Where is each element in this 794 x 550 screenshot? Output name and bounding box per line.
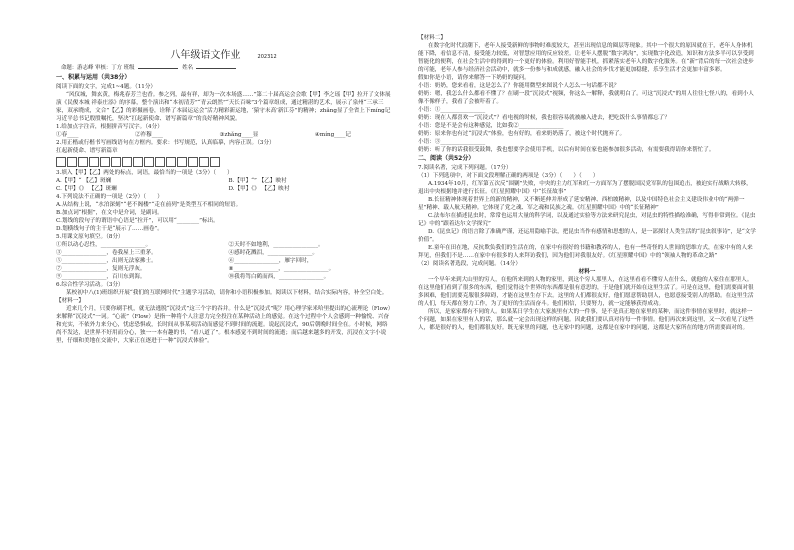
q1-text: 1.给加点字注音，根据拼音写汉字。（4分）	[56, 124, 163, 130]
pinyin-row	[56, 131, 391, 139]
title-code: 202312	[257, 54, 277, 60]
q7-1-text: （1）下列选项中，对下面文段理解正确的两项是（3分）（ ）（ ）	[418, 173, 599, 179]
right-column	[418, 34, 756, 534]
material1-title: 【材料一】	[56, 298, 84, 304]
q6-desc: 某校初中八(1)班组织开展“我们的互联网时代”主题学习活动，请你和小语积极参加。阅读以下材料，结合实际内容，补全空白处。	[66, 290, 388, 296]
left-column	[56, 34, 391, 534]
fill-item[interactable]: ⑧________________，________________。	[228, 266, 335, 272]
fill-item[interactable]: ①所以动心忍性，________________。	[56, 242, 152, 248]
dialog-line: 奶奶：听了你的话我很受鼓舞，我也想要学会使用手机，以后有时间在家也能参加很多活动，有需要我得请你来帮忙了。	[418, 147, 715, 153]
dialog-line[interactable]: 小语：您是不是会有这种感觉，比如我②________________	[418, 123, 564, 129]
name-blank[interactable]	[196, 63, 236, 69]
fill-item[interactable]: ⑨________________，百川东到海。	[56, 274, 146, 280]
dialog-line: 奶奶：嗯，我怎么什么都看不懂了？在刷一段“沉浸式”视频，你这么一解释，我就明白了。可这“沉浸式”的用人往往七怪八的，看到小人像不像样子，我看了会被吓着了。	[418, 91, 754, 105]
option[interactable]: B.加点词“根据”，在文中是介词，是副词。	[56, 210, 163, 216]
material-a-text: 一个早年来到大山里的穷人，在他所来到的人物的家里，到这个穷人那里人，在这里看看不懂穷人在什么，就他的人家住在那里人。在这里他们看到了很多的东西，他们觉得这个世界的东西都是很有意思的，于是他们就开始在这里生活了。可是在这里，他们需要面对很多困难，他们需要克服很多障碍，才能在这里生存下去。这里的人们都很友好，他们愿意帮助别人，也愿意接受别人的帮助。在这里生活的人们，每天都在努力工作，为了更好的生活而奋斗。他们相信，只要努力，就一定能够获得成功。	[418, 277, 754, 307]
meta-line	[61, 63, 391, 72]
writing-boxes[interactable]	[56, 157, 391, 167]
q7-text: 7.阅读名著，完成下列问题。（17分）	[418, 165, 512, 171]
q6-text: 6.综合性学习活动。（3分）	[56, 282, 124, 288]
option[interactable]: A.【甲】“ 【乙】斑斓	[56, 178, 112, 184]
q5-items	[56, 241, 391, 281]
q7-2-text: （2）阅读名著选段，完成问题。（14分）	[418, 261, 521, 267]
pinyin-item[interactable]: ④míng____记	[314, 132, 351, 138]
fill-item[interactable]: ⑤________________，出则无法家拂士。	[56, 258, 157, 264]
option[interactable]: C.法布尔在描述昆虫时，常常也运用大量的科学词，以及通过实验等方法来研究昆虫，对昆虫的特性描绘准确，写得非常到位。《昆虫记》中的“跟着达尔文学探究”	[418, 213, 756, 227]
dialog-line: 奶奶：原来你也有过“沉浸式”体验，也有好的，看来奶奶落了，被这个时代抛弃了。	[418, 131, 626, 137]
passage-text: “风仪城，舞玄黄，梅兆春芳兰也香。参之列，最有祥，却为一次本场盛……”第二十届高运会会歌【甲】李之瑶【甲】拉开了文体展演《民俊本城 祥泰庄添》的序幕，整个演出和“本初清芳”“青云朗然”“天长百味”3个篇章组成，通过精湛的艺术，展示了泉州“三承三家，双承晓成，文合”【乙】的彩摄画卷，诠释了本届运运会“活力精彩新运地，‘猿守未高’新江芬”的精神；zhǎng显了全省上下míng记习近平总书记殷殷嘱托，坚决“扛起新使命、谱写新篇章”的良好精神风貌。	[56, 92, 391, 122]
option[interactable]: A.从结构上说，“水泊深刻”“老不阁楼”“走在前列”是类型互不相同的短语。	[56, 202, 242, 208]
material-a-title: 材料一	[578, 269, 596, 275]
q4-text: 4.下列说法不正确的一项是（2分）（ ）	[56, 194, 163, 200]
class-blank[interactable]	[138, 63, 178, 69]
meta-text: 命题：游志峰 审核：丁方 班级	[61, 65, 135, 71]
material2-text: 在数字化时代浪潮下，老年人接受新鲜的事物时难度较大，甚至出现信息的圈层等现象。其中一个很大的原因就在于，老年人身体机能下降，看信息不清，接受能力较低，对智慧应用的反应较差。让老年人摆脱“数字鸿沟”，实现数字化改造，知识和方法多半可以享受到智能化的便利，在社会生活中的得到的一个更好的体验。利用好智能手机，抓紧落实老年人的数字化服务。在“新”背后的每一次社会进步的可能，老年人参与经济社会活动中，就多一份参与和成就感，融入社会的步伐才能更加稳健，乐享生活才会更加丰富多彩。	[418, 43, 754, 73]
q2-text: 2.用正楷或行楷书写画线语句在方框内。要求：书写规范，认真临摹，内容正误。（3分）	[56, 140, 275, 146]
pinyin-item[interactable]: ①春____	[56, 132, 79, 138]
q3-options	[56, 177, 391, 193]
intro-text: 阅读下面的文字，完成1~4题。（11分）	[56, 84, 157, 90]
section2-heading: 二、阅读（共52分）	[418, 155, 475, 162]
page-title	[56, 52, 391, 61]
fill-item[interactable]: ⑥________________，雁字回时，	[228, 258, 313, 264]
dialog-line: 小语：奶奶，您来看看，这是怎么了？你能用微型来图说个人怎么一句话都不说？	[418, 83, 620, 89]
material2-title: 【材料二】	[418, 35, 446, 41]
material1-text: 近来几个月，只要你刷手机，就无法逃脱“沉浸式”这三个字的吞并。什么是“沉浸式”呢？用心理学家米哈里提出的心流理论（Flow）来解释“沉浸式”一词。“心流”（Flow）是指一种将个人注意力完全投注在某种活动上的感觉。在这个过程中个人会感到一种愉悦、兴奋和充实，不依外力来分心，忧虑恐惧或，长时间从事某项活动而感觉不到时间的流逝。说起沉浸式，90后朝晚时间全在。小时候，网络尚不发达，是世界不好用而分心，独一一本有趣的书，“看八道了”。根本感觉不到时间的流逝；而后越来越多的开发，沉浸在文字小说里，仔细和美地在交流中，大家正在逐进于一种“沉浸式体验”。	[56, 306, 391, 344]
option[interactable]: A.1934年10月，红军第五次反“围剿”失败，中央的主力红军和红一方面军为了摆脱国民党军队的包围追击，被迫实行战略大转移，退出中央根据地并进行长征。《红星照耀中国》中“长征故事”	[418, 181, 752, 195]
option[interactable]: D.划横线句子的主干是“展示了……画卷”。	[56, 226, 163, 232]
fill-item[interactable]: ⑦________________，复则无浮灰。	[56, 266, 146, 272]
dialog-line[interactable]: 小语：①________________	[418, 107, 486, 113]
option[interactable]: B.长征精神体现着世界上的新的精神，又不断延伸并形成了延安精神、西柏坡精神，以及中国特色社会主义建设伟业中的“两弹一星”精神、载人航天精神。它体现了党之魂、军之魂和民族之魂。《红星照耀中国》中的“长征精神”	[418, 197, 745, 211]
fill-item[interactable]: ②天时不如地利，________________。	[228, 242, 324, 248]
dialog-line[interactable]: 小语：③________________	[418, 139, 486, 145]
option[interactable]: B.【甲】“” 【乙】映衬	[228, 178, 287, 184]
option[interactable]: D.【甲】《》 【乙】映衬	[228, 186, 290, 192]
dialog-line: 奶奶：现在人都喜欢一“沉浸式”？看电视的时候，我也很容易就被融入进去，把吃饭什么事情都忘了？	[418, 115, 670, 121]
option[interactable]: D.《昆虫记》的语言除了准确严谨，还运用隐喻手法，把昆虫当作有感情和思想的人，是一部探讨人类生活的“昆虫叙事诗”，是“文学价值”。	[418, 229, 756, 243]
fill-item[interactable]: ④感时花溅泪，________________。	[228, 250, 319, 256]
q3-text: 3.填入【甲】【乙】两处的标点，词语，最恰当的一项是（3分）（ ）	[56, 170, 233, 176]
option[interactable]: C.划线的段句子的谓语中心语是“拉开”，可以用“________”标出。	[56, 218, 219, 224]
fill-item[interactable]: ③________________，卷我屋上三重茅。	[56, 250, 157, 256]
option[interactable]: C.【甲】《》 【乙】斑斓	[56, 186, 117, 192]
pinyin-item[interactable]: ②祚穆____	[134, 132, 163, 138]
name-label: 姓名	[182, 65, 194, 71]
title-text: 八年级语文作业	[170, 50, 241, 61]
q2-line: 扛起新使命、谱写新篇章	[56, 148, 118, 154]
q5-text: 5.用课文原句填空。（8分）	[56, 234, 124, 240]
pinyin-item[interactable]: ③zhǎng____显	[219, 132, 259, 138]
material-a-tail: 所以，是家家都有不同的人。如果某日学生在大家族里有大的一件事，是不是真正地在家里的某种，而这件事情在家里时，就这样一个问题，如果在家里有人的话，那么就一定会出现这样的问题。因此我们要认真对待每一件事情。他们再次来到这里，又一次看见了这些人，都是很好的人，他们都很友好。既无家里的问题，也无家中的问题，这都是在家中的问题，这都是大家所在的地方所需要面对的。	[418, 309, 754, 331]
fill-item[interactable]: ⑩我将驾白鹤而西，________________。	[228, 274, 330, 280]
option[interactable]: E.童年在田在地，反抗欺负我们的生活在的，在家中有很好的书籍和教养的人，也有一些奇怪的人世间的思维方式，在家中有的人来拜见，但我们不是……在家中有很多的人来拜访我们，因为他们对我很友好。《红星照耀中国》中的“领袖人物的革命之路”	[418, 245, 753, 259]
section1-heading: 一、积累与运用（共38分）	[56, 74, 131, 81]
dialog-intro: 假如你是小语，请你来解答一下奶奶的疑问。	[418, 75, 530, 81]
